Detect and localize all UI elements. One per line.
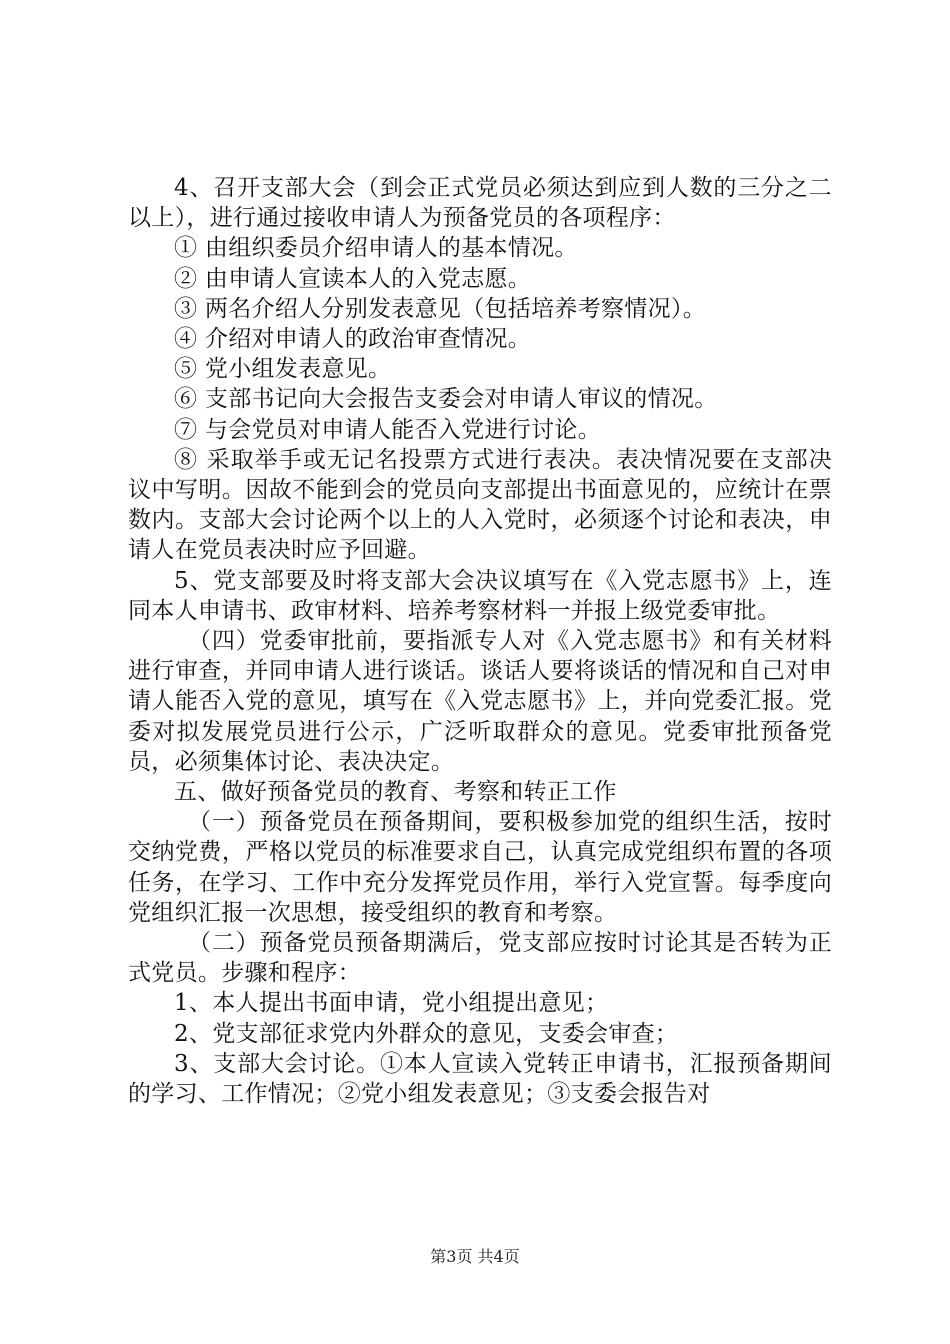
list-item-circled-8: ⑧ 采取举手或无记名投票方式进行表决。表决情况要在支部决议中写明。因故不能到会的党员向支部提出书面意见的，应统计在票数内。支部大会讨论两个以上的人入党时，必须逐个讨论和表决，申请人在党员表决时应予回避。	[128, 446, 832, 564]
paragraph-section-4: （四）党委审批前，要指派专人对《入党志愿书》和有关材料进行审查，并同申请人进行谈话。谈话人要将谈话的情况和自己对申请人能否入党的意见，填写在《入党志愿书》上，并向党委汇报。党委对拟发展党员进行公示，广泛听取群众的意见。党委审批预备党员，必须集体讨论、表决决定。	[128, 628, 832, 775]
list-item-circled-4: ④ 介绍对申请人的政治审查情况。	[174, 326, 532, 353]
list-item-circled-2: ② 由申请人宣读本人的入党志愿。	[174, 265, 532, 292]
paragraph-step-4: 4、召开支部大会（到会正式党员必须达到应到人数的三分之二以上），进行通过接收申请人为预备党员的各项程序：	[128, 175, 832, 232]
document-body	[128, 173, 832, 1109]
list-item-circled-1: ① 由组织委员介绍申请人的基本情况。	[174, 235, 578, 262]
paragraph-section-5-1: （一）预备党员在预备期间，要积极参加党的组织生活，按时交纳党费，严格以党员的标准要求自己，认真完成党组织布置的各项任务，在学习、工作中充分发挥党员作用，举行入党宣誓。每季度向党组织汇报一次思想，接受组织的教育和考察。	[128, 809, 832, 926]
list-item-circled-6: ⑥ 支部书记向大会报告支委会对申请人审议的情况。	[174, 386, 718, 413]
paragraph-step-5: 5、党支部要及时将支部大会决议填写在《入党志愿书》上，连同本人申请书、政审材料、培养考察材料一并报上级党委审批。	[128, 567, 832, 624]
section-heading-5: 五、做好预备党员的教育、考察和转正工作	[174, 779, 617, 806]
list-item-step-1: 1、本人提出书面申请，党小组提出意见；	[174, 990, 609, 1017]
list-item-step-3: 3、支部大会讨论。①本人宣读入党转正申请书，汇报预备期间的学习、工作情况；②党小组发表意见；③支委会报告对	[128, 1050, 832, 1108]
list-item-circled-5: ⑤ 党小组发表意见。	[174, 356, 392, 383]
list-item-circled-7: ⑦ 与会党员对申请人能否入党进行讨论。	[174, 416, 602, 443]
page-footer: 第3页 共4页	[430, 1247, 520, 1266]
list-item-step-2: 2、党支部征求党内外群众的意见，支委会审查；	[174, 1020, 679, 1047]
paragraph-section-5-2: （二）预备党员预备期满后，党支部应按时讨论其是否转为正式党员。步骤和程序：	[128, 930, 832, 987]
list-item-circled-3: ③ 两名介绍人分别发表意见（包括培养考察情况）。	[174, 295, 707, 322]
